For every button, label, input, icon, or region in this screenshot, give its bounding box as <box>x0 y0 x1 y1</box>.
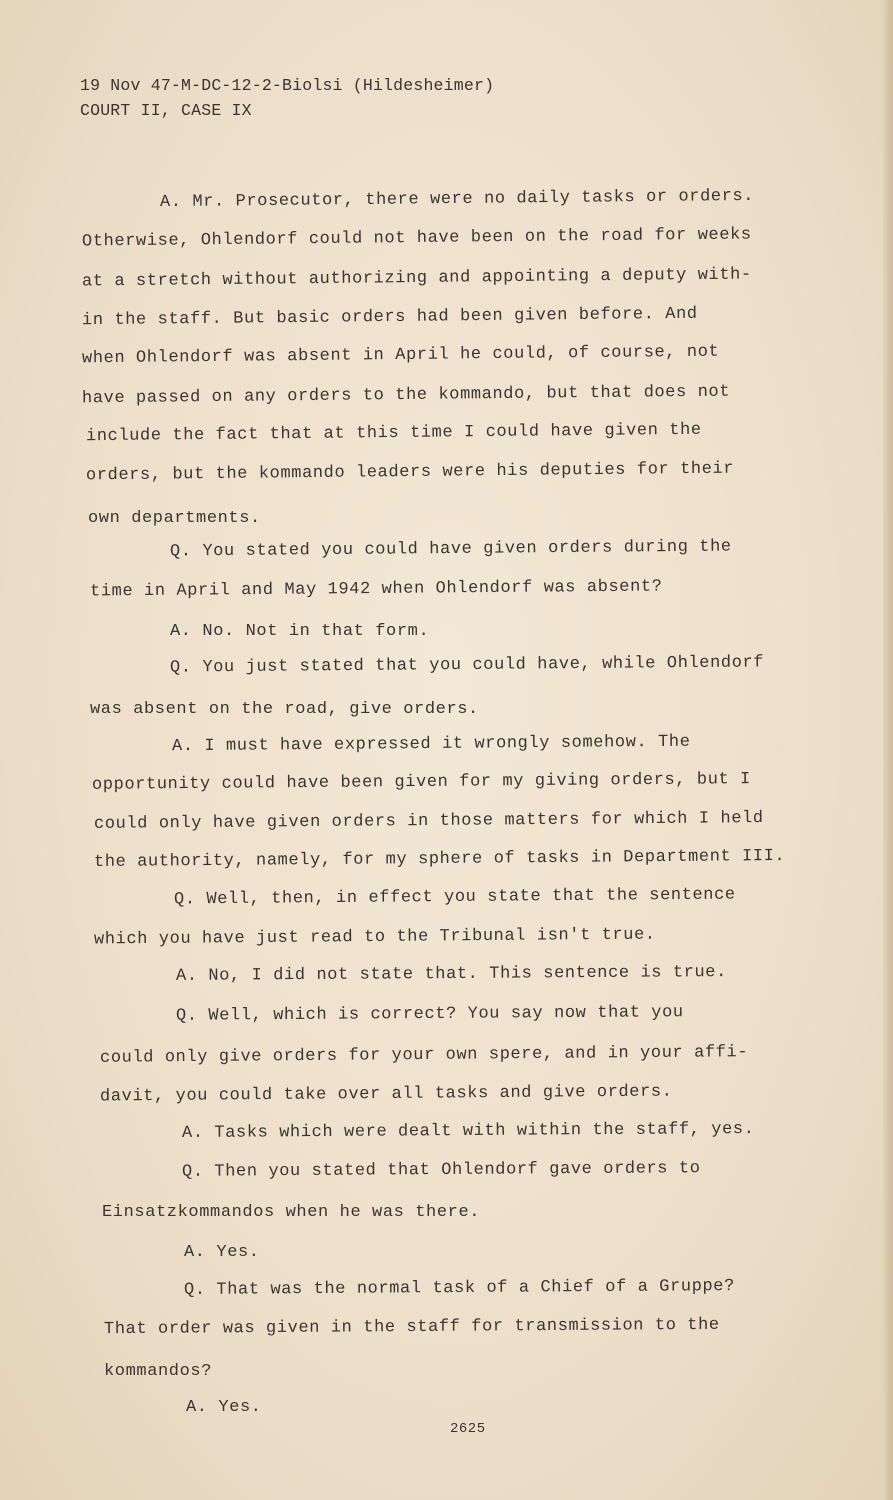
transcript-line: Otherwise, Ohlendorf could not have been on the road for weeks <box>81 225 752 252</box>
transcript-line: own departments. <box>88 509 261 528</box>
transcript-line: A. Yes. <box>186 1398 262 1417</box>
transcript-line: orders, but the kommando leaders were his deputies for their <box>85 459 735 486</box>
transcript-line: time in April and May 1942 when Ohlendorf was absent? <box>89 577 663 602</box>
transcript-line: in the staff. But basic orders had been given before. And <box>81 304 698 331</box>
transcript-line: A. Mr. Prosecutor, there were no daily tasks or orders. <box>159 186 755 213</box>
transcript-line: Q. You stated you could have given orders during the <box>169 537 732 562</box>
transcript-line: Einsatzkommandos when he was there. <box>102 1203 481 1222</box>
transcript-line: A. Yes. <box>184 1243 260 1262</box>
transcript-line: could only have given orders in those matters for which I held <box>93 809 764 834</box>
transcript-line: have passed on any orders to the kommando, but that does not <box>81 382 731 409</box>
page-edge-shadow <box>883 0 893 1500</box>
transcript-line: Q. You just stated that you could have, while Ohlendorf <box>169 653 765 678</box>
header-court-case: COURT II, CASE IX <box>80 101 252 120</box>
transcript-line: A. Tasks which were dealt with within the staff, yes. <box>181 1120 755 1143</box>
transcript-line: That order was given in the staff for transmission to the <box>103 1315 720 1340</box>
transcript-line: Q. That was the normal task of a Chief of a Gruppe? <box>183 1277 735 1300</box>
transcript-line: at a stretch without authorizing and appointing a deputy with- <box>81 265 752 292</box>
transcript-line: could only give orders for your own spere, and in your affi- <box>99 1043 749 1068</box>
page-number: 2625 <box>450 1421 486 1437</box>
header-case-reference: 19 Nov 47-M-DC-12-2-Biolsi (Hildesheimer) <box>80 76 495 95</box>
transcript-line: which you have just read to the Tribunal isn't true. <box>93 925 656 950</box>
transcript-line: kommandos? <box>104 1362 213 1381</box>
transcript-line: was absent on the road, give orders. <box>90 700 479 719</box>
transcript-line: include the fact that at this time I could have given the <box>85 420 702 447</box>
transcript-line: the authority, namely, for my sphere of tasks in Department III. <box>93 846 786 873</box>
transcript-line: Q. Then you stated that Ohlendorf gave orders to <box>181 1159 701 1182</box>
transcript-line: when Ohlendorf was absent in April he could, of course, not <box>81 342 720 369</box>
transcript-line: A. No. Not in that form. <box>170 622 430 641</box>
transcript-line: davit, you could take over all tasks and give orders. <box>99 1082 673 1107</box>
transcript-line: Q. Well, then, in effect you state that the sentence <box>173 885 736 910</box>
transcript-line: opportunity could have been given for my giving orders, but I <box>91 770 751 795</box>
transcript-line: A. No, I did not state that. This sentence is true. <box>175 963 727 986</box>
transcript-line: A. I must have expressed it wrongly somehow. The <box>171 732 691 757</box>
transcript-line: Q. Well, which is correct? You say now that you <box>175 1003 684 1026</box>
